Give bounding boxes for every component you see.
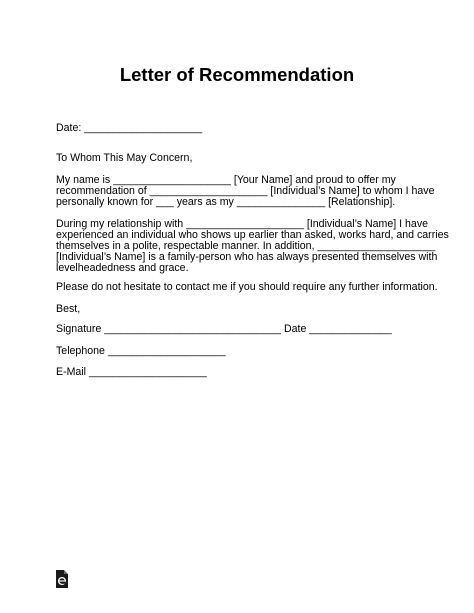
closing-request: Please do not hesitate to contact me if you should require any further information. <box>56 281 438 293</box>
eforms-logo-icon <box>55 569 69 589</box>
telephone-line: Telephone ____________________ <box>56 345 226 357</box>
paragraph-2-line-4: [Individual’s Name] is a family-person who has always presented themselves with <box>56 251 438 263</box>
paragraph-2-line-2: experienced an individual who shows up earlier than asked, works hard, and carries <box>56 229 449 241</box>
paragraph-2-line-3: themselves in a polite, respectable manner. In addition, ____________________ <box>56 240 436 252</box>
page-title: Letter of Recommendation <box>119 64 355 85</box>
date-line: Date: ____________________ <box>56 122 203 134</box>
paragraph-1-line-1: My name is ____________________ [Your Name] and proud to offer my <box>56 174 396 186</box>
signature-line: Signature ______________________________ Date ______________ <box>56 323 392 335</box>
sign-off: Best, <box>56 303 81 315</box>
paragraph-1-line-3: personally known for ___ years as my _______________ [Relationship]. <box>56 196 396 208</box>
paragraph-2-line-5: levelheadedness and grace. <box>56 262 189 274</box>
salutation: To Whom This May Concern, <box>56 152 193 164</box>
email-line: E-Mail ____________________ <box>56 366 207 378</box>
paragraph-1-line-2: recommendation of ____________________ [Individual’s Name] to whom I have <box>56 185 435 197</box>
paragraph-2-line-1: During my relationship with ____________________ [Individual’s Name] I have <box>56 218 429 230</box>
